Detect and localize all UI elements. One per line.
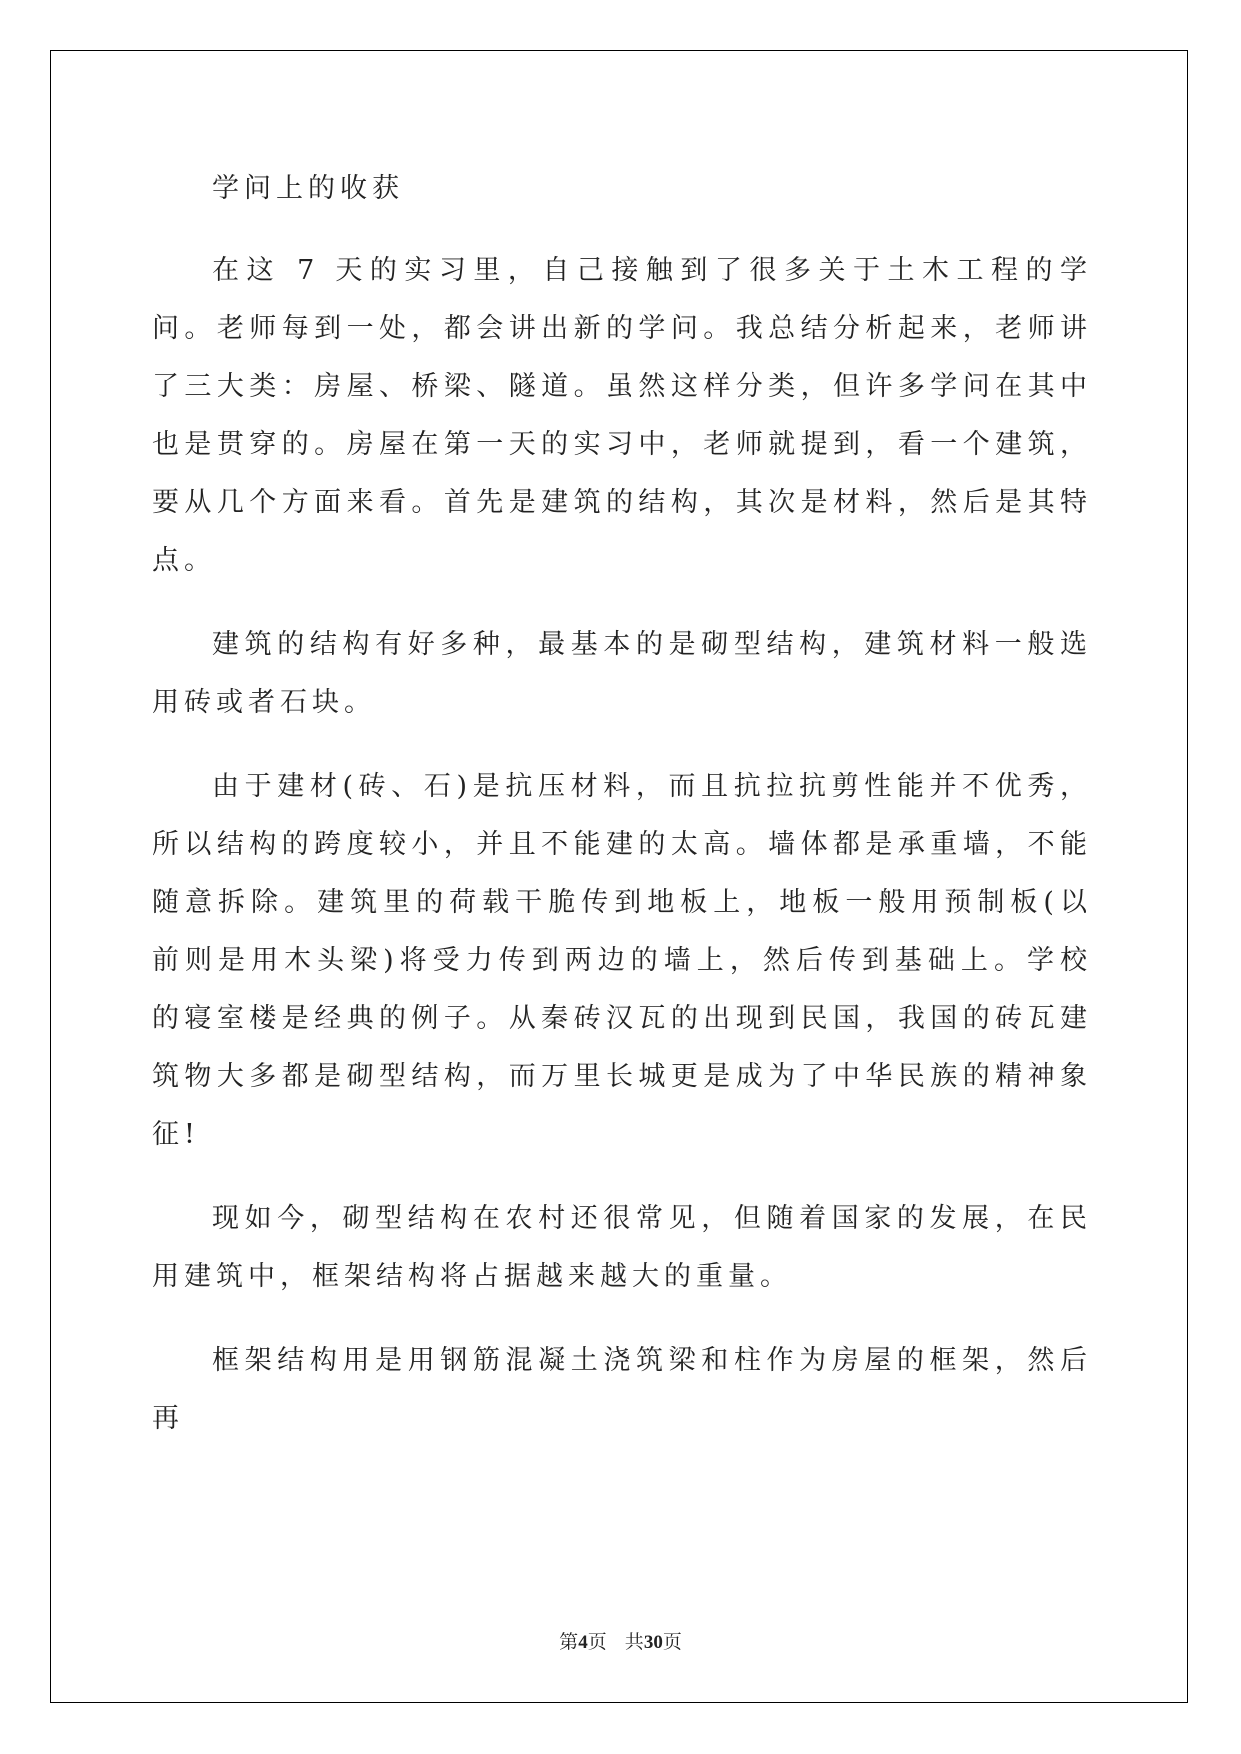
section-heading: 学问上的收获 (212, 173, 404, 204)
page-footer (0, 1627, 1241, 1654)
paragraph: 由于建材(砖、石)是抗压材料，而且抗拉抗剪性能并不优秀，所以结构的跨度较小，并且不能建的太高。墙体都是承重墙，不能随意拆除。建筑里的荷载干脆传到地板上，地板一般用预制板(以前则是用木头梁)将受力传到两边的墙上，然后传到基础上。学校的寝室楼是经典的例子。从秦砖汉瓦的出现到民国，我国的砖瓦建筑物大多都是砌型结构，而万里长城更是成为了中华民族的精神象征! (152, 771, 1092, 1150)
total-pages-number: 30 (643, 1632, 663, 1653)
current-page-number: 4 (578, 1632, 588, 1653)
document-body (152, 160, 1092, 1474)
paragraph: 框架结构用是用钢筋混凝土浇筑梁和柱作为房屋的框架，然后再 (152, 1345, 1092, 1434)
footer-prefix: 第 (559, 1631, 579, 1653)
paragraph: 在这 7 天的实习里，自己接触到了很多关于土木工程的学问。老师每到一处，都会讲出新的学问。我总结分析起来，老师讲了三大类：房屋、桥梁、隧道。虽然这样分类，但许多学问在其中也是贯穿的。房屋在第一天的实习中，老师就提到，看一个建筑，要从几个方面来看。首先是建筑的结构，其次是材料，然后是其特点。 (152, 255, 1092, 576)
paragraph: 现如今，砌型结构在农村还很常见，但随着国家的发展，在民用建筑中，框架结构将占据越来越大的重量。 (152, 1203, 1092, 1292)
footer-suffix: 页 (662, 1631, 682, 1653)
paragraph: 建筑的结构有好多种，最基本的是砌型结构，建筑材料一般选用砖或者石块。 (152, 629, 1092, 718)
footer-mid: 页 共 (587, 1631, 644, 1653)
